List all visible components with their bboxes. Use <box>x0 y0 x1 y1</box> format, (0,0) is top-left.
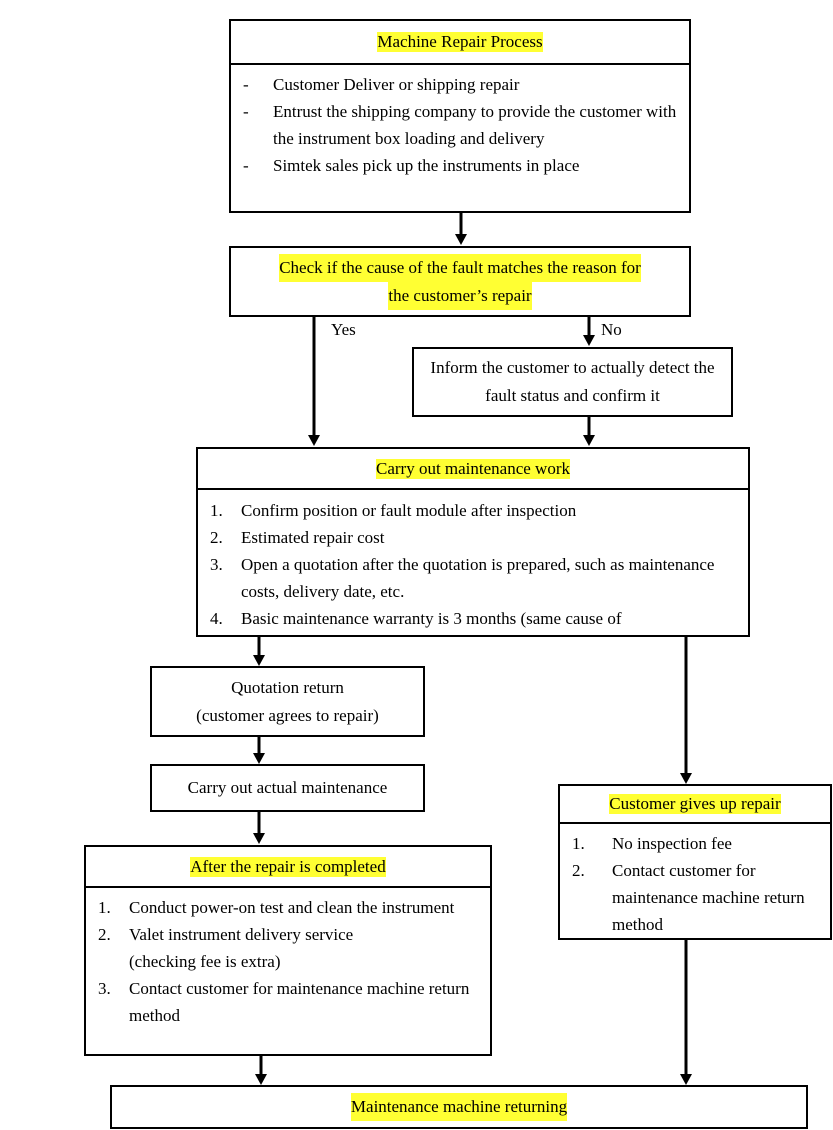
repair-process-header <box>231 21 689 65</box>
list-item-text: Valet instrument delivery service (checking fee is extra) <box>129 925 354 971</box>
list-item <box>210 605 736 632</box>
inform-customer-box <box>412 347 733 417</box>
list-item <box>98 975 480 1029</box>
gives-up-list <box>572 830 820 938</box>
list-item-text: Simtek sales pick up the instruments in place <box>273 156 580 175</box>
actual-maintenance-box <box>150 764 425 812</box>
list-item-text: Contact customer for maintenance machine return method <box>129 979 470 1025</box>
repair-process-list <box>243 71 679 179</box>
gives-up-header <box>560 786 830 824</box>
check-line-1: Check if the cause of the fault matches the reason for <box>279 254 641 282</box>
list-item-text: No inspection fee <box>612 834 732 853</box>
item-number: 3. <box>210 555 223 574</box>
list-item <box>243 71 679 98</box>
list-item <box>98 894 480 921</box>
inform-text: Inform the customer to actually detect the fault status and confirm it <box>430 358 715 405</box>
quotation-line-1: Quotation return <box>231 677 344 697</box>
actual-maintenance-text: Carry out actual maintenance <box>187 778 388 797</box>
repair-process-title: Machine Repair Process <box>377 32 543 51</box>
list-item-text: Customer Deliver or shipping repair <box>273 75 520 94</box>
list-item <box>572 830 820 857</box>
no-label: No <box>601 320 622 339</box>
check-fault-box <box>229 246 691 317</box>
completed-title: After the repair is completed <box>190 856 386 876</box>
gives-up-box <box>558 784 832 940</box>
list-item-text: Confirm position or fault module after inspection <box>241 501 577 520</box>
list-item-text: Estimated repair cost <box>241 528 385 547</box>
bullet-marker: - <box>243 102 249 121</box>
repair-process-box <box>229 19 691 213</box>
item-number: 4. <box>210 609 223 628</box>
list-item-text: Open a quotation after the quotation is prepared, such as maintenance costs, delivery date, etc. <box>241 555 715 601</box>
repair-completed-box <box>84 845 492 1056</box>
item-number: 2. <box>210 528 223 547</box>
maintenance-work-box <box>196 447 750 637</box>
bullet-marker: - <box>243 75 249 94</box>
check-line-2: the customer’s repair <box>388 282 531 310</box>
completed-list <box>98 894 480 1029</box>
list-item-text: Contact customer for maintenance machine return method <box>612 861 805 934</box>
list-item-text: Conduct power-on test and clean the instrument <box>129 898 455 917</box>
returning-title: Maintenance machine returning <box>351 1093 567 1121</box>
list-item <box>210 551 736 605</box>
list-item <box>243 98 679 152</box>
item-number: 1. <box>210 501 223 520</box>
yes-label: Yes <box>331 320 356 339</box>
list-item <box>210 524 736 551</box>
item-number: 1. <box>98 898 111 917</box>
item-number: 3. <box>98 979 111 998</box>
item-number: 1. <box>572 834 585 853</box>
maintenance-header <box>198 449 748 490</box>
returning-box <box>110 1085 808 1129</box>
list-item-text: Entrust the shipping company to provide the customer with the instrument box loading and delivery <box>273 102 677 148</box>
list-item <box>210 497 736 524</box>
bullet-marker: - <box>243 156 249 175</box>
maintenance-title: Carry out maintenance work <box>375 458 570 478</box>
maintenance-list <box>210 497 736 632</box>
item-number: 2. <box>98 925 111 944</box>
list-item-text: Basic maintenance warranty is 3 months (same cause of <box>241 609 622 628</box>
list-item <box>572 857 820 938</box>
list-item <box>98 921 480 975</box>
quotation-line-2: (customer agrees to repair) <box>196 705 379 725</box>
gives-up-title: Customer gives up repair <box>609 794 781 813</box>
list-item <box>243 152 679 179</box>
quotation-return-box <box>150 666 425 737</box>
item-number: 2. <box>572 861 585 880</box>
completed-header <box>86 847 490 888</box>
